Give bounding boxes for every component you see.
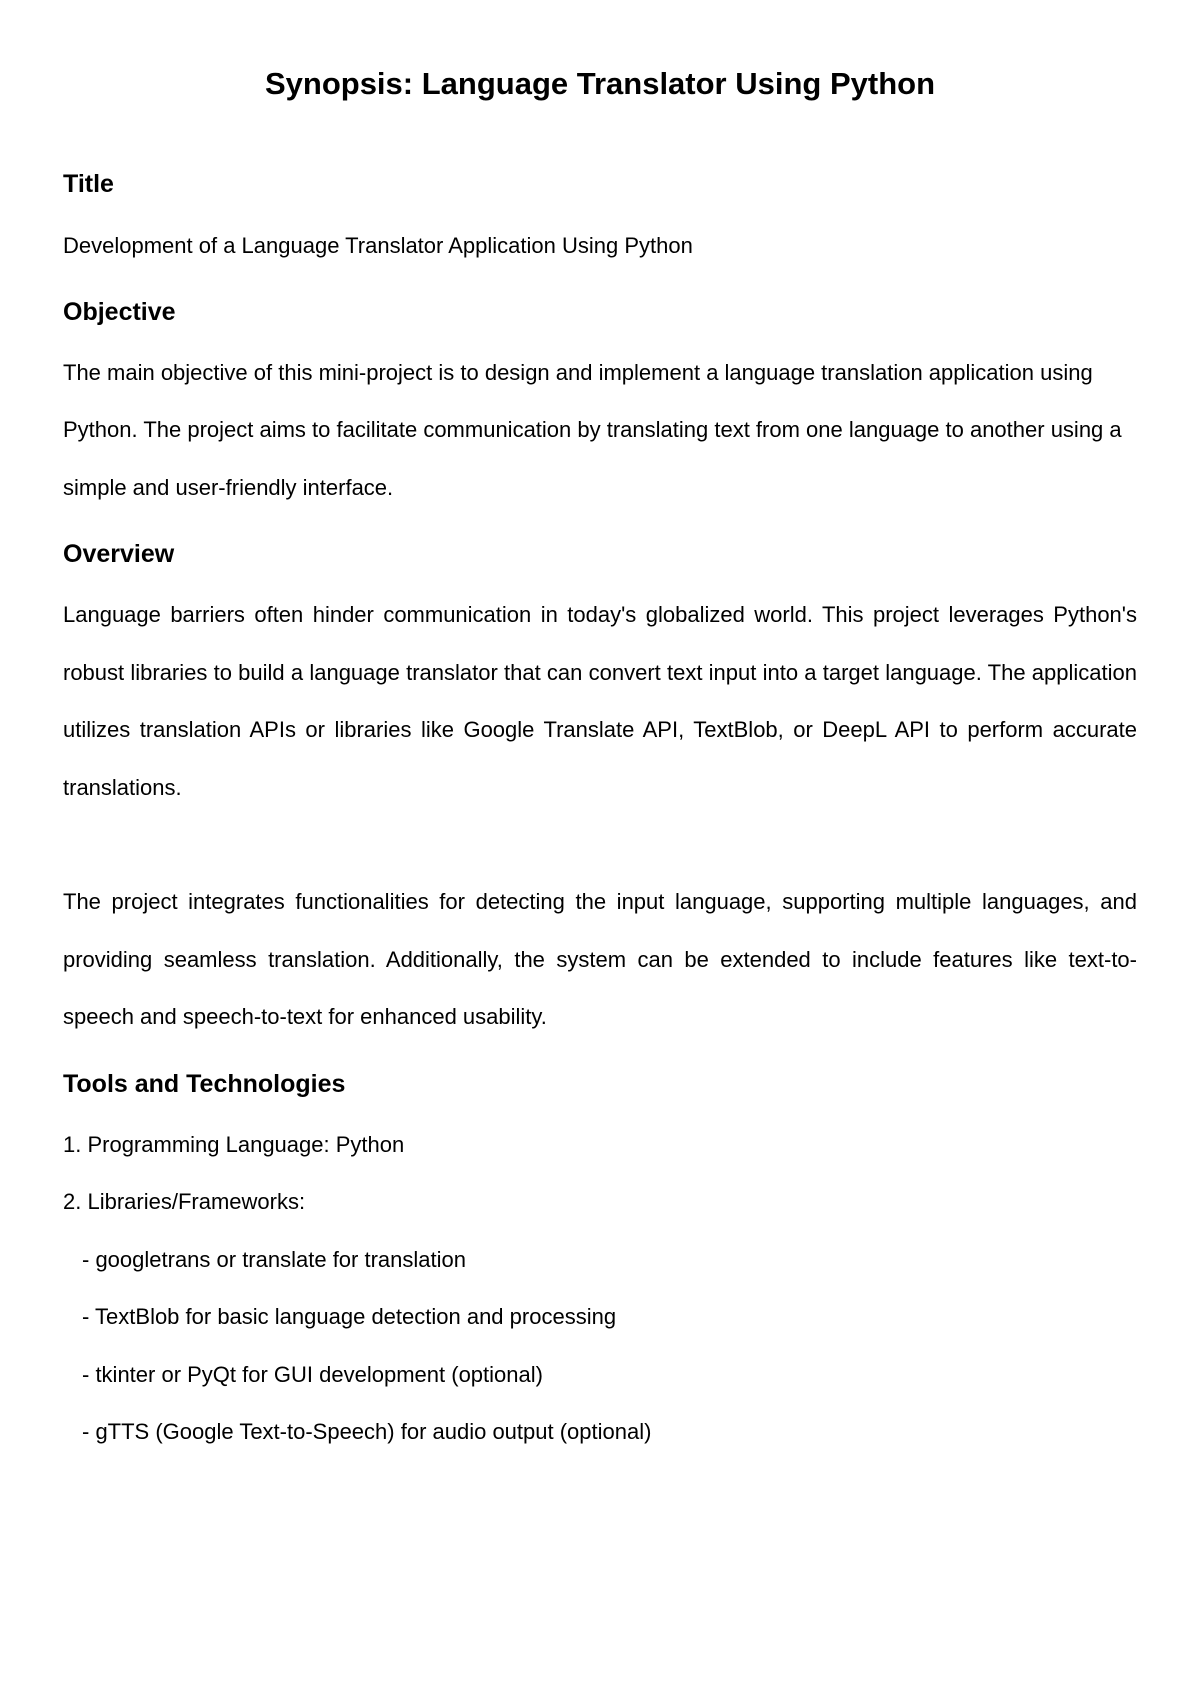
tools-list — [63, 1116, 1137, 1461]
list-item: - gTTS (Google Text-to-Speech) for audio output (optional) — [82, 1419, 652, 1444]
section-heading-title: Title — [63, 170, 114, 198]
list-item: - tkinter or PyQt for GUI development (optional) — [82, 1361, 543, 1387]
list-item: - TextBlob for basic language detection and processing — [82, 1304, 617, 1329]
section-heading-tools: Tools and Technologies — [63, 1069, 346, 1098]
objective-paragraph: The main objective of this mini-project is to design and implement a language translation application using Python. The project aims to facilitate communication by translating text from one language to another using a simple and user-friendly interface. — [63, 359, 1122, 500]
section-heading-overview: Overview — [63, 540, 175, 568]
document-title: Synopsis: Language Translator Using Python — [264, 66, 936, 101]
title-text: Development of a Language Translator Application Using Python — [63, 233, 693, 258]
list-item: 2. Libraries/Frameworks: — [63, 1189, 306, 1214]
list-item: 1. Programming Language: Python — [63, 1131, 405, 1157]
overview-paragraph-2: The project integrates functionalities for detecting the input language, supporting multiple languages, and providing seamless translation. Additionally, the system can be extended to include features like text-to-speech and speech-to-text for enhanced usability. — [63, 889, 1137, 1029]
section-heading-objective: Objective — [63, 297, 176, 326]
overview-paragraph-1: Language barriers often hinder communication in today's globalized world. This project leverages Python's robust libraries to build a language translator that can convert text input into a target language. The application utilizes translation APIs or libraries like Google Translate API, TextBlob, or DeepL API to perform accurate translations. — [63, 602, 1137, 800]
list-item: - googletrans or translate for translation — [82, 1246, 466, 1272]
